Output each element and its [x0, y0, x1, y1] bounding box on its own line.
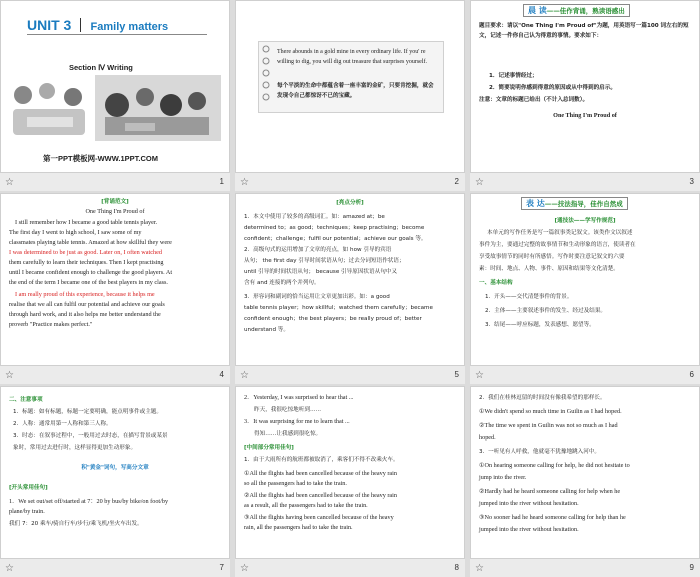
slide-status-bar	[235, 367, 465, 384]
slide-status-bar	[470, 367, 700, 384]
option-line: rain, all the passengers had to take the train.	[244, 524, 353, 531]
analysis-line: 2．高级句式的运用增加了文章的亮点，如 how 引导的宾语	[244, 247, 392, 253]
quote-chinese: 每个平淡的生命中都蕴含着一座丰富的金矿，只要肯挖掘，就会发现令自己都惊讶不已的宝藏。	[277, 83, 434, 99]
analysis-line: 1．本文中使用了较多的高级词汇。如：amazed at；be	[244, 214, 385, 220]
sentence-cn: 我们 7：20 乘车/骑自行车/步行/乘飞机/坐火车出发。	[9, 521, 143, 527]
slide-number: 3	[689, 177, 694, 186]
structure-item: 3．结尾——呼应标题，发表感想、愿望等。	[485, 322, 595, 328]
option-line: ①We didn't spend so much time in Guilin as I had hoped.	[479, 408, 622, 415]
option-line: ②The time we spent in Guilin was not so much as I had	[479, 422, 618, 429]
sentence-cn: 得知……让我感到很吃惊。	[254, 431, 322, 437]
slide-canvas	[0, 386, 230, 559]
method-line: 享受故事情节的同时有所感悟。写作时要注意记叙文的六要	[479, 254, 625, 260]
slide-number: 1	[219, 177, 224, 186]
slide-status-bar	[235, 560, 465, 577]
option-line: ①On hearing someone calling for help, he did not hesitate to	[479, 462, 630, 469]
analysis-line: until 引导的时间状语从句； because 引导原因状语从句中又	[244, 269, 397, 275]
option-line: ②All the flights had been cancelled because of the heavy rain	[244, 492, 397, 499]
essay-line: I was determined to be just as good. Later on, I often watched	[9, 249, 162, 256]
slide-canvas	[235, 386, 465, 559]
spiral-binding	[261, 44, 271, 110]
option-line: jumped into the river without hesitation.	[479, 526, 579, 533]
sentence-en: 2．Yesterday, I was surprised to hear that ...	[244, 394, 354, 401]
slide-thumbnail-1[interactable]	[0, 0, 230, 191]
slide-number: 8	[454, 563, 459, 572]
section-heading: [中间部分常用佳句]	[244, 445, 294, 451]
essay-title: One Thing I'm Proud of	[85, 208, 145, 215]
structure-item: 1．开头——交代清楚事件的背景。	[485, 294, 573, 300]
section-heading: [背诵范文]	[101, 199, 129, 205]
star-icon[interactable]: ☆	[475, 563, 484, 574]
slide-status-bar	[235, 174, 465, 191]
star-icon[interactable]: ☆	[475, 370, 484, 381]
method-line: 本单元的写作任务是写一篇叙事类记叙文。该类作文以叙述	[487, 230, 633, 236]
sentence-en: 3．It was surprising for me to learn that ...	[244, 418, 350, 425]
item-prompt: 1．由于大雨所有的航班都被取消了，乘客们不得不改乘火车。	[244, 457, 399, 463]
slide-number: 7	[219, 563, 224, 572]
star-icon[interactable]: ☆	[240, 370, 249, 381]
slide-status-bar	[0, 174, 230, 191]
essay-title: One Thing I'm Proud of	[553, 112, 617, 119]
slide-thumbnail-8[interactable]	[235, 386, 465, 577]
analysis-line: understand 等。	[244, 327, 289, 333]
star-icon[interactable]: ☆	[240, 563, 249, 574]
section-heading: [开头常用佳句]	[9, 485, 48, 491]
cover-footer: 第一PPT模板网-WWW.1PPT.COM	[43, 154, 158, 163]
unit-label: UNIT 3	[27, 17, 72, 33]
requirement-item: 2．简要说明你感到得意的原因或从中得到的启示。	[489, 85, 616, 91]
task-requirement: 题目要求：请以"One Thing I'm Proud of"为题，用英语写一篇100 词左右的短文，记述一件你自己认为得意的事情。要求如下：	[479, 23, 689, 39]
slide-canvas	[470, 386, 700, 559]
requirement-item: 1．记述事情经过；	[489, 73, 538, 79]
sentence-cn: 昨天，我很吃惊地听到……	[254, 407, 322, 413]
slide-status-bar	[0, 367, 230, 384]
sentence-en: 1．We set out/set off/started at 7：20 by bus/by bike/on foot/by	[9, 498, 169, 505]
method-line: 素：时间、地点、人物、事件、原因和结果等文化清楚。	[479, 266, 619, 272]
option-line: as a result, all the passengers had to take the train.	[244, 502, 368, 509]
header-tag-subtitle: ——佳作背诵，熟读语感出	[546, 7, 625, 15]
analysis-line: table tennis player；how skillful；watched them carefully；became	[244, 305, 433, 311]
star-icon[interactable]: ☆	[5, 563, 14, 574]
slide-number: 4	[219, 370, 224, 379]
star-icon[interactable]: ☆	[5, 177, 14, 188]
header-tag-label: 晨 读	[528, 6, 547, 15]
unit-subtitle: Family matters	[90, 21, 169, 33]
essay-line: I am really proud of this experience, because it helps me	[15, 291, 155, 298]
requirement-note: 注意：文章的标题已给出（不计入总词数）。	[479, 97, 589, 103]
essay-line: them carefully to learn their techniques. Then I kept practising	[9, 259, 164, 266]
slide-number: 6	[689, 370, 694, 379]
header-tag	[521, 197, 628, 210]
essay-line: classmates playing table tennis. Amazed at how skillful they were	[9, 239, 172, 246]
essay-line: through hard work, and it also helps me better understand the	[9, 311, 161, 318]
option-line: hoped.	[479, 434, 496, 441]
notes-heading: 二、注意事项	[9, 397, 43, 403]
method-line: 事件为主，要通过完整的故事情节和生动形象的语言，使读者在	[479, 242, 636, 248]
notes-item: 象时，常用过去进行时，这样显得更加生动形象。	[13, 445, 137, 451]
star-icon[interactable]: ☆	[240, 177, 249, 188]
slide-number: 5	[454, 370, 459, 379]
essay-line: realise that we all can fulfil our potential and achieve our goals	[9, 301, 165, 308]
slide-thumbnail-4[interactable]	[0, 193, 230, 384]
essay-line: proverb "Practice makes perfect."	[9, 321, 93, 328]
slide-thumbnail-7[interactable]	[0, 386, 230, 577]
slide-thumbnail-6[interactable]	[470, 193, 700, 384]
slide-status-bar	[470, 560, 700, 577]
analysis-line: 含有 and 连接的两个并列句。	[244, 280, 320, 286]
analysis-line: 从句； the first day 引导时间状语从句；过去分词短语作状语；	[244, 258, 405, 264]
section-label: Section Ⅳ Writing	[69, 63, 133, 72]
section-subheading: [通技法——学写作规范]	[554, 218, 616, 224]
slide-canvas	[235, 0, 465, 173]
option-line: ①All the flights had been cancelled because of the heavy rain	[244, 470, 397, 477]
notes-item: 3．时态：在叙事过程中，一般用过去时态，在描写背景或某景	[13, 433, 168, 439]
cover-illustration	[7, 79, 93, 141]
option-line: so all the passengers had to take the train.	[244, 480, 347, 487]
analysis-line: 3．形容词和副词的恰当运用让文章更加出彩。如：a good	[244, 294, 390, 300]
option-line: ③All the flights having been cancelled because of the heavy	[244, 514, 394, 521]
header-tag	[523, 4, 630, 17]
notes-item: 1．标题：如有标题，标题一定要明确，能点明事件或主题。	[13, 409, 162, 415]
option-line: jumped into the river without hesitation.	[479, 500, 579, 507]
structure-item: 2．主体——主要叙述事件的发生、经过及结果。	[485, 308, 607, 314]
quote-card	[258, 41, 444, 113]
essay-line: The first day I went to high school, I saw some of my	[9, 229, 142, 236]
slide-number: 9	[689, 563, 694, 572]
slide-status-bar	[0, 560, 230, 577]
option-line: jump into the river.	[479, 474, 527, 481]
star-icon[interactable]: ☆	[5, 370, 14, 381]
notes-item: 2．人称：通常用第一人称和第三人称。	[13, 421, 112, 427]
option-line: ③No sooner had he heard someone calling for help than he	[479, 514, 626, 521]
essay-line: I still remember how I became a good table tennis player.	[15, 219, 158, 226]
structure-heading: 一、基本结构	[479, 280, 513, 286]
slide-thumbnail-9[interactable]	[470, 386, 700, 577]
slide-canvas	[0, 193, 230, 366]
cover-photo	[95, 75, 221, 141]
header-tag-subtitle: ——技法指导，佳作自然成	[544, 200, 623, 208]
slide-status-bar	[470, 174, 700, 191]
section-header	[471, 197, 699, 210]
unit-title	[27, 15, 207, 35]
analysis-line: confident enough；the best players；be really proud of；better	[244, 316, 422, 322]
item-prompt: 3．一听见有人呼救，他就毫不犹豫地跳入河中。	[479, 449, 601, 455]
header-tag-label: 表 达	[526, 199, 545, 208]
slide-canvas	[0, 0, 230, 173]
essay-line: the end of the term I became one of the best players in my class.	[9, 279, 168, 286]
section-header	[471, 4, 699, 17]
option-line: ②Hardly had he heard someone calling for help when he	[479, 488, 621, 495]
slide-thumbnail-2[interactable]	[235, 0, 465, 191]
slide-canvas	[470, 193, 700, 366]
slide-thumbnail-5[interactable]	[235, 193, 465, 384]
section-heading: [亮点分析]	[336, 200, 364, 206]
essay-line: until I became confident enough to challenge the good players. At	[9, 269, 173, 276]
section-banner: 积"黄金"词句，写高分文章	[81, 465, 149, 471]
slide-canvas	[235, 193, 465, 366]
analysis-line: determined to；as good；techniques；keep practising；become	[244, 225, 425, 231]
star-icon[interactable]: ☆	[475, 177, 484, 188]
sentence-en: plane/by train.	[9, 508, 45, 515]
slide-thumbnail-3[interactable]	[470, 0, 700, 191]
slide-canvas	[470, 0, 700, 173]
slide-number: 2	[454, 177, 459, 186]
analysis-line: confident；challenge；fulfil our potential；achieve our goals 等。	[244, 236, 427, 242]
quote-english: There abounds in a gold mine in every ordinary life. If you' re willing to dig, you will dig out treasure that surprises yourself.	[277, 49, 427, 65]
item-prompt: 2．我们在桂林逗留的时间没有像我希望的那样长。	[479, 395, 606, 401]
